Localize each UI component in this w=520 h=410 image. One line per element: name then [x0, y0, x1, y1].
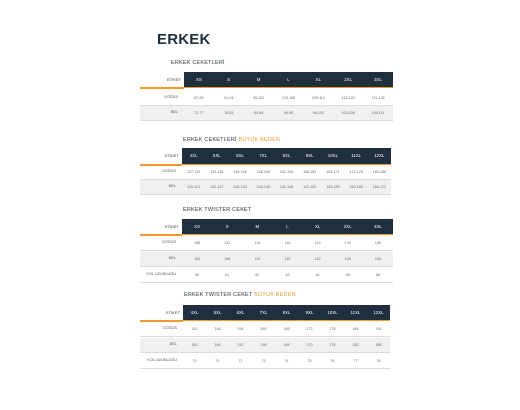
measurement-cell: 141-146	[279, 185, 294, 189]
measurement-cell: 104	[194, 257, 201, 261]
measurement-cell: 109-114	[311, 96, 325, 100]
measurement-cell: 63	[285, 273, 290, 277]
measurement-cell: 156-163	[303, 170, 317, 174]
size-header-cell: 9XL	[305, 153, 314, 158]
measurement-cell: 160-165	[349, 185, 363, 189]
measurement-cell: 72	[238, 359, 243, 363]
size-header-cell: S	[227, 76, 231, 82]
measurement-cell: 118	[284, 241, 291, 245]
size-header-cell: XS	[195, 76, 202, 82]
section-title	[183, 207, 252, 213]
row-label: BEL	[168, 256, 176, 260]
row-divider	[140, 352, 390, 353]
size-header-cell: 5XL	[213, 309, 222, 315]
size-header-cell: 10XL	[327, 153, 339, 158]
measurement-cell: 77	[353, 359, 358, 363]
header-underline	[140, 234, 182, 236]
size-header-cell: M	[256, 76, 261, 82]
size-header-cell: 11XL	[350, 309, 361, 315]
size-header-cell: 5XL	[212, 153, 221, 158]
size-header-cell: 7XL	[259, 153, 268, 158]
size-header-cell: S	[225, 223, 229, 229]
size-header-cell: 11XL	[351, 153, 362, 158]
measurement-cell: 140	[191, 343, 198, 347]
size-header-cell: XL	[315, 76, 322, 82]
measurement-cell: 66	[375, 273, 380, 277]
page-title: ERKEK	[157, 31, 211, 48]
measurement-cell: 112	[254, 257, 261, 261]
measurement-cell: 190	[375, 327, 382, 331]
header-underline	[140, 320, 183, 322]
size-header-cell: 10XL	[327, 309, 338, 315]
measurement-cell: 116	[284, 257, 291, 261]
row-label: BEL	[169, 342, 177, 346]
size-header-cell: 6XL	[236, 309, 245, 315]
measurement-cell: 115-120	[341, 96, 355, 100]
section-title-accent: BÜYÜK BEDEN	[252, 292, 296, 298]
header-underline	[140, 164, 182, 166]
size-header-cell: 6XL	[236, 153, 244, 158]
measurement-cell: 91-94	[224, 96, 234, 100]
row-label: KOL UZUNLUĞU	[147, 358, 177, 362]
size-header-cell: L	[286, 223, 289, 229]
size-header-cell: 2XL	[344, 76, 353, 82]
measurement-cell: 130	[344, 241, 351, 245]
measurement-cell: 71	[215, 359, 220, 363]
measurement-cell: 61	[225, 273, 230, 277]
measurement-cell: 188	[375, 343, 382, 347]
row-label: KOL UZUNLUĞU	[146, 272, 176, 276]
measurement-cell: 112	[224, 241, 231, 245]
row-label: GÖĞÜS	[161, 169, 176, 173]
measurement-cell: 65	[345, 273, 350, 277]
section-title-text: ERKEK CEKETLERİ	[171, 60, 225, 66]
row-divider	[140, 194, 391, 195]
measurement-cell: 154	[237, 327, 244, 331]
size-header-label: ETİKET	[164, 223, 179, 229]
measurement-cell: 136	[374, 241, 381, 245]
measurement-cell: 139-145	[233, 170, 247, 174]
section-title	[171, 60, 225, 66]
size-header-cell: 7XL	[259, 309, 268, 315]
measurement-cell: 64	[315, 273, 320, 277]
section-title-text: ERKEK TWISTER CEKET	[184, 292, 253, 298]
row-divider	[140, 120, 393, 121]
measurement-cell: 90-95	[283, 111, 294, 115]
section-title	[184, 292, 296, 298]
measurement-cell: 134-140	[256, 185, 270, 189]
measurement-cell: 133-138	[210, 170, 224, 174]
measurement-cell: 122-127	[210, 185, 224, 189]
size-header-cell: 4XL	[190, 309, 199, 315]
header-underline	[140, 87, 184, 89]
row-divider	[140, 266, 393, 267]
measurement-cell: 103-108	[281, 96, 296, 100]
measurement-cell: 160	[260, 327, 267, 331]
measurement-cell: 109-114	[371, 111, 385, 115]
row-label: BEL	[170, 110, 178, 114]
measurement-cell: 95-102	[253, 96, 265, 100]
measurement-cell: 96-102	[312, 111, 324, 115]
measurement-cell: 151-155	[279, 170, 294, 174]
size-header-cell: 8XL	[282, 153, 291, 158]
measurement-cell: 72-77	[194, 111, 204, 115]
measurement-cell: 121-126	[371, 96, 385, 100]
measurement-cell: 78-83	[224, 111, 234, 115]
measurement-cell: 127-132	[187, 170, 201, 174]
size-header-label: ETİKET	[164, 153, 179, 158]
measurement-cell: 74	[284, 359, 289, 363]
size-header-cell: XS	[194, 223, 200, 229]
row-divider	[140, 250, 393, 251]
size-header-cell: 3XL	[374, 223, 382, 229]
size-header-cell: XL	[314, 223, 321, 229]
measurement-cell: 178	[329, 327, 336, 331]
measurement-cell: 142	[191, 327, 198, 331]
measurement-cell: 146-150	[256, 170, 270, 174]
size-header-label: ETİKET	[166, 76, 181, 82]
measurement-cell: 146	[214, 343, 221, 347]
section-title-text: ERKEK CEKETLERİ	[183, 137, 237, 143]
measurement-cell: 108	[194, 241, 201, 245]
measurement-cell: 134	[374, 257, 381, 261]
measurement-cell: 75	[307, 359, 312, 363]
measurement-cell: 148	[214, 327, 221, 331]
size-header-cell: 12XL	[373, 309, 384, 315]
row-divider	[140, 336, 390, 337]
size-header-cell: 8XL	[282, 309, 291, 315]
section-title	[183, 137, 280, 143]
section-title-accent: BÜYÜK BEDEN	[236, 137, 281, 143]
measurement-cell: 78	[376, 359, 381, 363]
measurement-cell: 114	[254, 241, 261, 245]
row-label: GÖĞÜS	[161, 240, 176, 244]
size-header-cell: 2XL	[343, 223, 352, 229]
measurement-cell: 76	[330, 359, 335, 363]
measurement-cell: 182	[352, 343, 359, 347]
measurement-cell: 180-186	[372, 170, 386, 174]
measurement-cell: 158	[260, 343, 267, 347]
row-divider	[140, 368, 390, 369]
measurement-cell: 73	[261, 359, 266, 363]
measurement-cell: 122	[314, 257, 321, 261]
measurement-cell: 147-152	[303, 185, 317, 189]
measurement-cell: 172-179	[349, 170, 363, 174]
size-header-label: ETİKET	[165, 309, 180, 315]
measurement-cell: 172	[306, 327, 313, 331]
measurement-cell: 128-133	[233, 185, 247, 189]
measurement-cell: 60	[195, 273, 200, 277]
measurement-cell: 124	[314, 241, 321, 245]
measurement-cell: 84-89	[254, 111, 264, 115]
measurement-cell: 87-90	[194, 96, 204, 100]
measurement-cell: 70	[192, 359, 197, 363]
measurement-cell: 164	[283, 343, 290, 347]
measurement-cell: 103-108	[341, 111, 355, 115]
measurement-cell: 115-121	[187, 185, 201, 189]
measurement-cell: 153-159	[326, 185, 340, 189]
measurement-cell: 166-172	[372, 185, 386, 189]
row-divider	[140, 282, 393, 283]
measurement-cell: 152	[237, 343, 244, 347]
size-header-cell: L	[287, 76, 290, 82]
measurement-cell: 128	[344, 257, 351, 261]
row-label: BEL	[168, 184, 176, 188]
measurement-cell: 170	[306, 343, 313, 347]
row-label: GÖĞÜS	[163, 95, 178, 99]
size-header-cell: 12XL	[374, 153, 385, 158]
size-header-cell: 9XL	[305, 309, 314, 315]
size-header-cell: 3XL	[374, 76, 382, 82]
size-header-cell: M	[255, 223, 260, 229]
measurement-cell: 164-171	[326, 170, 340, 174]
measurement-cell: 184	[352, 327, 359, 331]
row-label: GÖĞÜS	[162, 326, 177, 330]
measurement-cell: 62	[255, 273, 260, 277]
measurement-cell: 176	[329, 343, 336, 347]
measurement-cell: 166	[283, 327, 290, 331]
size-header-cell: 4XL	[189, 153, 198, 158]
measurement-cell: 108	[224, 257, 231, 261]
section-title-text: ERKEK TWISTER CEKET	[183, 207, 252, 213]
